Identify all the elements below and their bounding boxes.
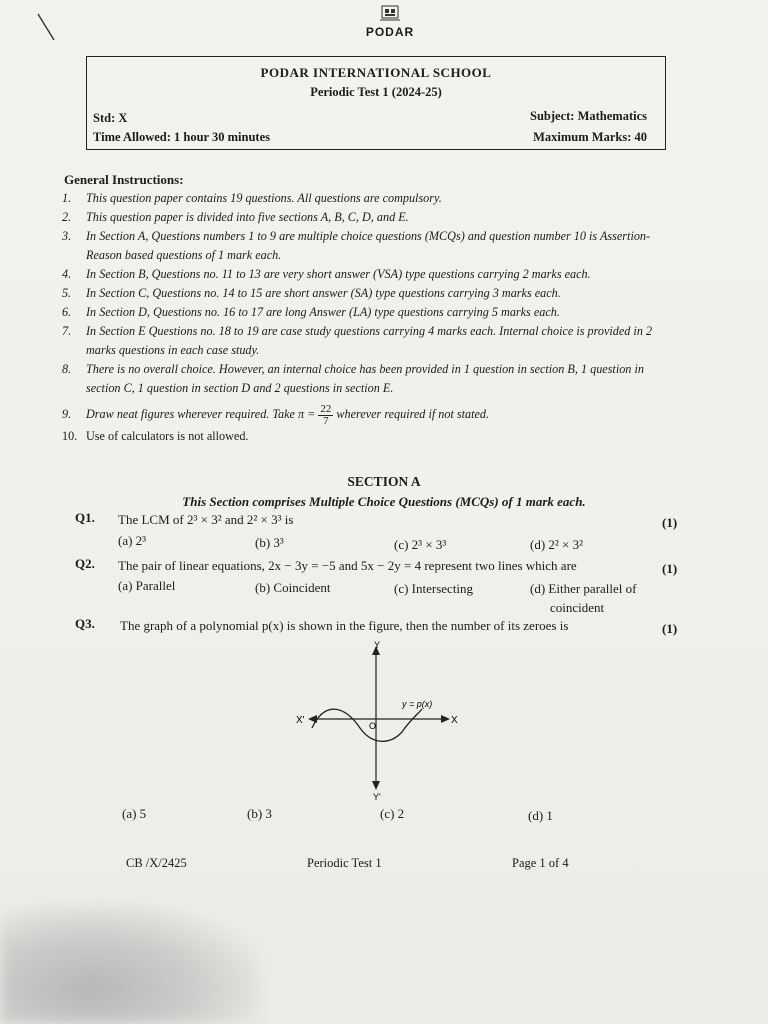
instruction-item: 10. Use of calculators is not allowed. [62, 428, 249, 443]
instruction-text: In Section B, Questions no. 11 to 13 are very short answer (VSA) type questions carrying 2 marks each. [86, 267, 591, 281]
polynomial-curve [312, 709, 422, 741]
instruction-text: Draw neat figures wherever required. Take π = [86, 407, 316, 421]
question-number: Q1. [75, 510, 95, 525]
instruction-item: 6. In Section D, Questions no. 16 to 17 are long Answer (LA) type questions carrying 5 marks each. [62, 305, 560, 319]
option-b: (b) 3³ [255, 535, 284, 550]
y-label: Y [374, 640, 381, 650]
question-marks: (1) [662, 621, 678, 636]
x-label: X [451, 715, 458, 726]
question-number: Q2. [75, 556, 95, 571]
option-c: (c) 2³ × 3³ [394, 537, 447, 552]
maximum-marks: Maximum Marks: 40 [533, 130, 647, 144]
option-d: (d) 2² × 3² [530, 537, 584, 552]
school-name: PODAR INTERNATIONAL SCHOOL [260, 65, 492, 80]
instruction-text: In Section C, Questions no. 14 to 15 are short answer (SA) type questions carrying 3 marks each. [86, 286, 561, 300]
instruction-text: This question paper contains 19 questions. All questions are compulsory. [86, 191, 442, 205]
instruction-item: 1. This question paper contains 19 questions. All questions are compulsory. [62, 191, 442, 205]
subject-label: Subject: Mathematics [530, 109, 647, 123]
section-title: SECTION A [347, 474, 421, 489]
logo-text: PODAR [365, 25, 415, 39]
y-arrow-down-icon [372, 781, 380, 790]
option-d: (d) Either parallel of [530, 581, 637, 596]
exam-name: Periodic Test 1 (2024-25) [310, 85, 442, 99]
option-a: (a) 5 [122, 806, 147, 821]
instruction-item: 8. There is no overall choice. However, an internal choice has been provided in 1 question in section B, 1 question in section C, 1 question in section D and 2 questions in section E. [62, 362, 644, 395]
page-number: Page 1 of 4 [512, 856, 569, 870]
instructions-title: General Instructions: [64, 172, 184, 187]
question-number: Q3. [75, 616, 95, 631]
question-text: The LCM of 2³ × 3² and 2² × 3³ is [118, 512, 294, 527]
pi-fraction: $\frac{22}{7}$ [320, 402, 332, 427]
y-neg-label: Y' [373, 792, 381, 802]
crest-icon [379, 4, 401, 22]
origin-label: O [369, 721, 377, 731]
section-subtitle: This Section comprises Multiple Choice Questions (MCQs) of 1 mark each. [182, 494, 586, 509]
instruction-item: 5. In Section C, Questions no. 14 to 15 are short answer (SA) type questions carrying 3 marks each. [62, 286, 561, 300]
instruction-text: In Section D, Questions no. 16 to 17 are long Answer (LA) type questions carrying 5 marks each. [86, 305, 560, 319]
x-arrow-right-icon [441, 715, 450, 723]
instruction-text: This question paper is divided into five sections A, B, C, D, and E. [86, 210, 409, 224]
instruction-item: 7. In Section E Questions no. 18 to 19 are case study questions carrying 4 marks each. Internal choice is provided in 2 marks questions in each case study. [62, 324, 653, 357]
x-neg-label: X' [296, 715, 305, 726]
instruction-text: There is no overall choice. However, an internal choice has been provided in 1 question in section B, 1 question in section C, 1 question in section D and 2 questions in section E. [86, 362, 644, 395]
option-a: (a) Parallel [118, 578, 176, 593]
option-b: (b) Coincident [255, 580, 331, 595]
question-marks: (1) [662, 561, 678, 576]
instruction-item: 9. Draw neat figures wherever required. Take π = $\frac{22}{7}$ wherever required if not stated. [62, 402, 490, 427]
header-box [86, 56, 666, 150]
instruction-item: 2. This question paper is divided into five sections A, B, C, D, and E. [62, 210, 409, 224]
option-d: (d) 1 [528, 808, 553, 823]
footer-code: CB /X/2425 [126, 856, 187, 870]
instruction-text: In Section A, Questions numbers 1 to 9 are multiple choice questions (MCQs) and question number 10 is Assertion-Reason based questions of 1 mark each. [86, 229, 651, 262]
question-text: The graph of a polynomial p(x) is shown in the figure, then the number of its zeroes is [120, 618, 569, 633]
std-label: Std: X [93, 111, 128, 125]
polynomial-graph [290, 640, 470, 810]
instructions-list [62, 189, 672, 446]
time-allowed: Time Allowed: 1 hour 30 minutes [93, 130, 270, 144]
shadow [0, 905, 260, 1024]
school-logo [355, 4, 425, 39]
pen-mark [36, 12, 56, 42]
question-text: The pair of linear equations, 2x − 3y = −5 and 5x − 2y = 4 represent two lines which are [118, 558, 577, 573]
instruction-text: Use of calculators is not allowed. [86, 428, 249, 443]
footer-test: Periodic Test 1 [307, 856, 382, 870]
instruction-text: In Section E Questions no. 18 to 19 are case study questions carrying 4 marks each. Internal choice is provided in 2 marks questions in each case study. [86, 324, 653, 357]
option-b: (b) 3 [247, 806, 272, 821]
instruction-item: 4. In Section B, Questions no. 11 to 13 are very short answer (VSA) type questions carrying 2 marks each. [62, 267, 591, 281]
question-marks: (1) [662, 515, 678, 530]
curve-label: y = p(x) [402, 699, 433, 709]
option-c: (c) Intersecting [394, 581, 474, 596]
option-a: (a) 2³ [118, 533, 147, 548]
option-c: (c) 2 [380, 806, 405, 821]
instruction-text: wherever required if not stated. [336, 407, 490, 421]
instruction-item: 3. In Section A, Questions numbers 1 to 9 are multiple choice questions (MCQs) and question number 10 is Assertion-Reason based questions of 1 mark each. [62, 229, 651, 262]
option-d-continued: coincident [550, 600, 605, 615]
